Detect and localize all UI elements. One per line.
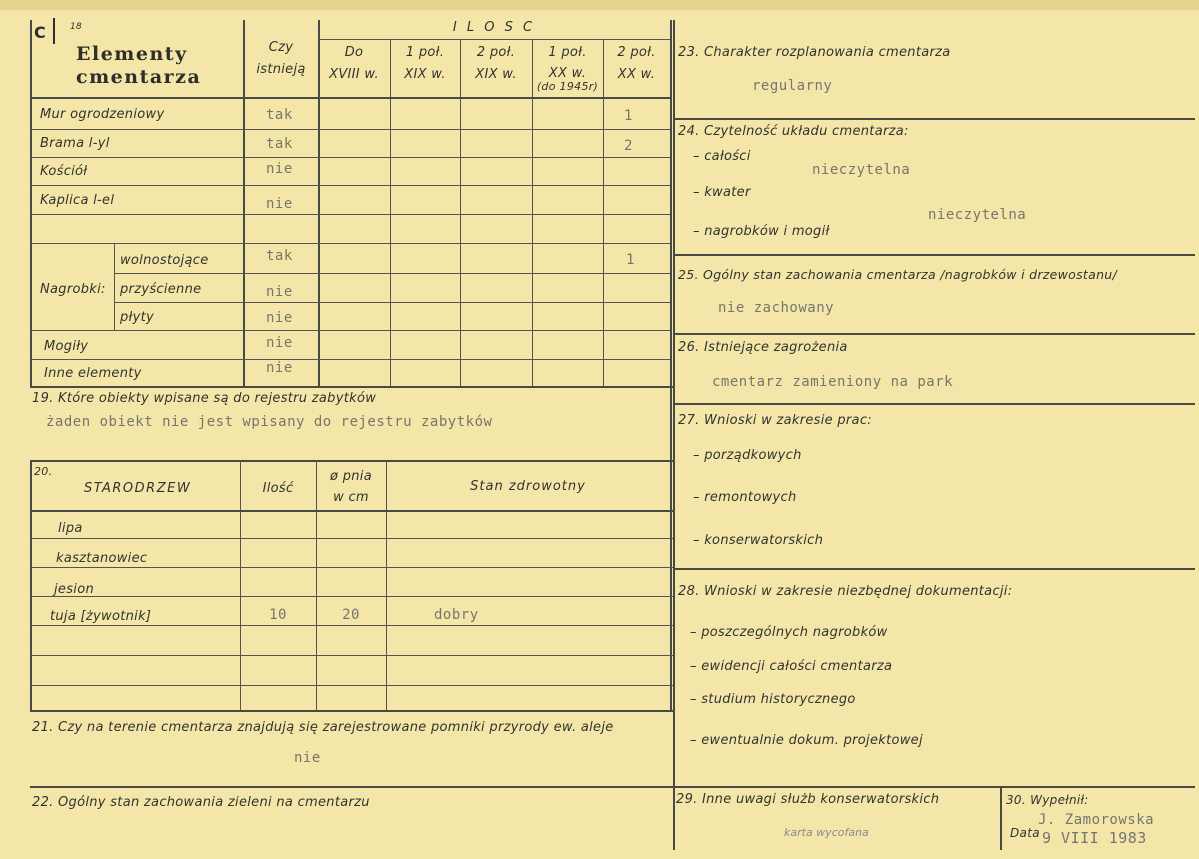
- date-label: Data: [1010, 826, 1040, 840]
- grid-line: [30, 685, 673, 686]
- period-header: 1 poł.: [548, 45, 587, 60]
- element-exists: tak: [266, 107, 293, 123]
- element-label: Brama l-yl: [40, 136, 110, 151]
- grid-line: [30, 655, 673, 656]
- element-exists: nie: [266, 360, 293, 376]
- grid-line: [114, 302, 670, 303]
- grid-line: [30, 538, 673, 539]
- card-letter-text: C: [34, 23, 46, 42]
- tree-name: jesion: [54, 582, 94, 597]
- trees-diameter-unit: w cm: [333, 490, 369, 505]
- grid-line: [30, 567, 673, 568]
- section-25-value: nie zachowany: [718, 300, 835, 316]
- element-label: Mogiły: [44, 339, 89, 354]
- element-exists: tak: [266, 136, 293, 152]
- period-header: 2 poł.: [617, 45, 656, 60]
- element-label: Kościół: [40, 164, 88, 179]
- element-qty: 1: [624, 108, 633, 124]
- grid-line: [30, 510, 673, 512]
- grid-line: [673, 118, 1195, 120]
- section-24-value: nieczytelna: [928, 207, 1027, 223]
- table-title-line2: cmentarza: [76, 66, 202, 88]
- section-24-item: – kwater: [693, 185, 751, 200]
- section-28-item: – ewidencji całości cmentarza: [690, 659, 893, 674]
- grid-line: [670, 20, 672, 710]
- section-24-label: 24. Czytelność układu cmentarza:: [678, 124, 909, 139]
- grid-line: [30, 710, 673, 712]
- tree-health: dobry: [434, 607, 479, 623]
- card-top-edge: [0, 0, 1199, 10]
- tree-qty: 10: [269, 607, 287, 623]
- card-number: 18: [70, 22, 83, 32]
- period-header: 2 poł.: [476, 45, 516, 60]
- element-label: przyścienne: [120, 282, 202, 297]
- tree-name: lipa: [58, 521, 83, 536]
- grid-line: [30, 386, 673, 388]
- trees-health-header: Stan zdrowotny: [470, 479, 586, 494]
- section-28-label: 28. Wnioski w zakresie niezbędnej dokumentacji:: [678, 584, 1013, 599]
- section-21-label: 21. Czy na terenie cmentarza znajdują się zarejestrowane pomniki przyrody ew. aleje: [32, 720, 614, 735]
- card-letter: [34, 18, 55, 44]
- section-26-value: cmentarz zamieniony na park: [712, 374, 954, 390]
- period-header: XX w.: [548, 66, 587, 81]
- section-28-item: – ewentualnie dokum. projektowej: [690, 733, 923, 748]
- section-22-label: 22. Ogólny stan zachowania zieleni na cmentarzu: [32, 795, 370, 810]
- section-27-item: – remontowych: [693, 490, 797, 505]
- grid-line: [114, 243, 115, 330]
- grid-line: [30, 214, 670, 215]
- element-exists: nie: [266, 310, 293, 326]
- grid-line: [318, 39, 670, 40]
- grid-line: [386, 460, 387, 710]
- card-letter-bracket: [53, 18, 55, 44]
- grid-line: [30, 460, 673, 462]
- section-20-number: 20.: [34, 465, 53, 478]
- tree-name: tuja [żywotnik]: [50, 609, 152, 624]
- element-label: Inne elementy: [44, 366, 142, 381]
- period-header: XX w.: [617, 67, 656, 82]
- grid-line: [30, 596, 673, 597]
- section-28-item: – studium historycznego: [690, 692, 856, 707]
- grid-line: [30, 243, 670, 244]
- element-exists: nie: [266, 196, 293, 212]
- grid-line: [30, 625, 673, 626]
- section-28-item: – poszczególnych nagrobków: [690, 625, 888, 640]
- tree-diameter: 20: [342, 607, 360, 623]
- period-header: Do: [344, 45, 364, 60]
- element-label: wolnostojące: [120, 253, 209, 268]
- section-26-label: 26. Istniejące zagrożenia: [678, 340, 848, 355]
- grid-line: [1000, 786, 1002, 850]
- grid-line: [30, 460, 32, 710]
- grid-line: [30, 359, 670, 360]
- grid-line: [460, 40, 461, 386]
- element-exists: nie: [266, 335, 293, 351]
- grid-line: [30, 185, 670, 186]
- grid-line: [673, 403, 1195, 405]
- element-label: płyty: [120, 310, 154, 325]
- element-qty: 2: [624, 138, 633, 154]
- section-25-label: 25. Ogólny stan zachowania cmentarza /nagrobków i drzewostanu/: [678, 267, 1118, 282]
- trees-qty-header: Ilość: [262, 481, 294, 496]
- period-header: (do 1945r): [536, 80, 599, 93]
- section-23-value: regularny: [752, 78, 833, 94]
- grid-line: [673, 568, 1195, 570]
- element-label: Kaplica l-el: [40, 193, 115, 208]
- filled-date: 9 VIII 1983: [1042, 829, 1147, 847]
- exists-header-line1: Czy: [268, 40, 294, 55]
- period-header: XIX w.: [475, 67, 517, 82]
- filled-by-name: J. Zamorowska: [1038, 812, 1155, 828]
- exists-header-line2: istnieją: [256, 62, 306, 77]
- period-header: XIX w.: [404, 67, 446, 82]
- grid-line: [30, 157, 670, 158]
- grid-line: [30, 330, 670, 331]
- table-title-line1: Elementy: [76, 43, 188, 65]
- trees-diameter-header: ø pnia: [330, 469, 372, 484]
- section-27-item: – porządkowych: [693, 448, 802, 463]
- section-27-label: 27. Wnioski w zakresie prac:: [678, 413, 872, 428]
- grid-line: [30, 20, 32, 386]
- grid-line: [673, 333, 1195, 335]
- element-qty: 1: [626, 252, 635, 268]
- section-24-value: nieczytelna: [812, 162, 911, 178]
- section-23-label: 23. Charakter rozplanowania cmentarza: [678, 45, 951, 60]
- period-header: XVIII w.: [329, 67, 379, 82]
- section-19-value: żaden obiekt nie jest wpisany do rejestru zabytków: [46, 414, 493, 430]
- tombstones-group-label: Nagrobki:: [40, 282, 106, 297]
- element-label: Mur ogrodzeniowy: [40, 107, 165, 122]
- grid-line: [30, 129, 670, 130]
- grid-line: [673, 20, 675, 850]
- grid-line: [114, 273, 670, 274]
- grid-line: [390, 40, 391, 386]
- grid-line: [673, 254, 1195, 256]
- section-30-label: 30. Wypełnił:: [1006, 793, 1089, 807]
- element-exists: nie: [266, 161, 293, 177]
- section-24-item: – całości: [693, 149, 751, 164]
- grid-line: [603, 40, 604, 386]
- section-19-label: 19. Które obiekty wpisane są do rejestru zabytków: [32, 391, 377, 406]
- section-27-item: – konserwatorskich: [693, 533, 824, 548]
- trees-header: STARODRZEW: [84, 481, 192, 496]
- period-header: 1 poł.: [405, 45, 445, 60]
- quantity-header: I L O S C: [452, 20, 536, 35]
- section-21-value: nie: [294, 750, 321, 766]
- element-exists: tak: [266, 248, 293, 264]
- section-29-label: 29. Inne uwagi służb konserwatorskich: [676, 792, 940, 807]
- grid-line: [30, 786, 1195, 788]
- tree-name: kasztanowiec: [56, 551, 148, 566]
- grid-line: [240, 460, 241, 710]
- element-exists: nie: [266, 284, 293, 300]
- grid-line: [30, 97, 670, 99]
- section-24-item: – nagrobków i mogił: [693, 224, 830, 239]
- handwritten-note: karta wycofana: [784, 826, 869, 839]
